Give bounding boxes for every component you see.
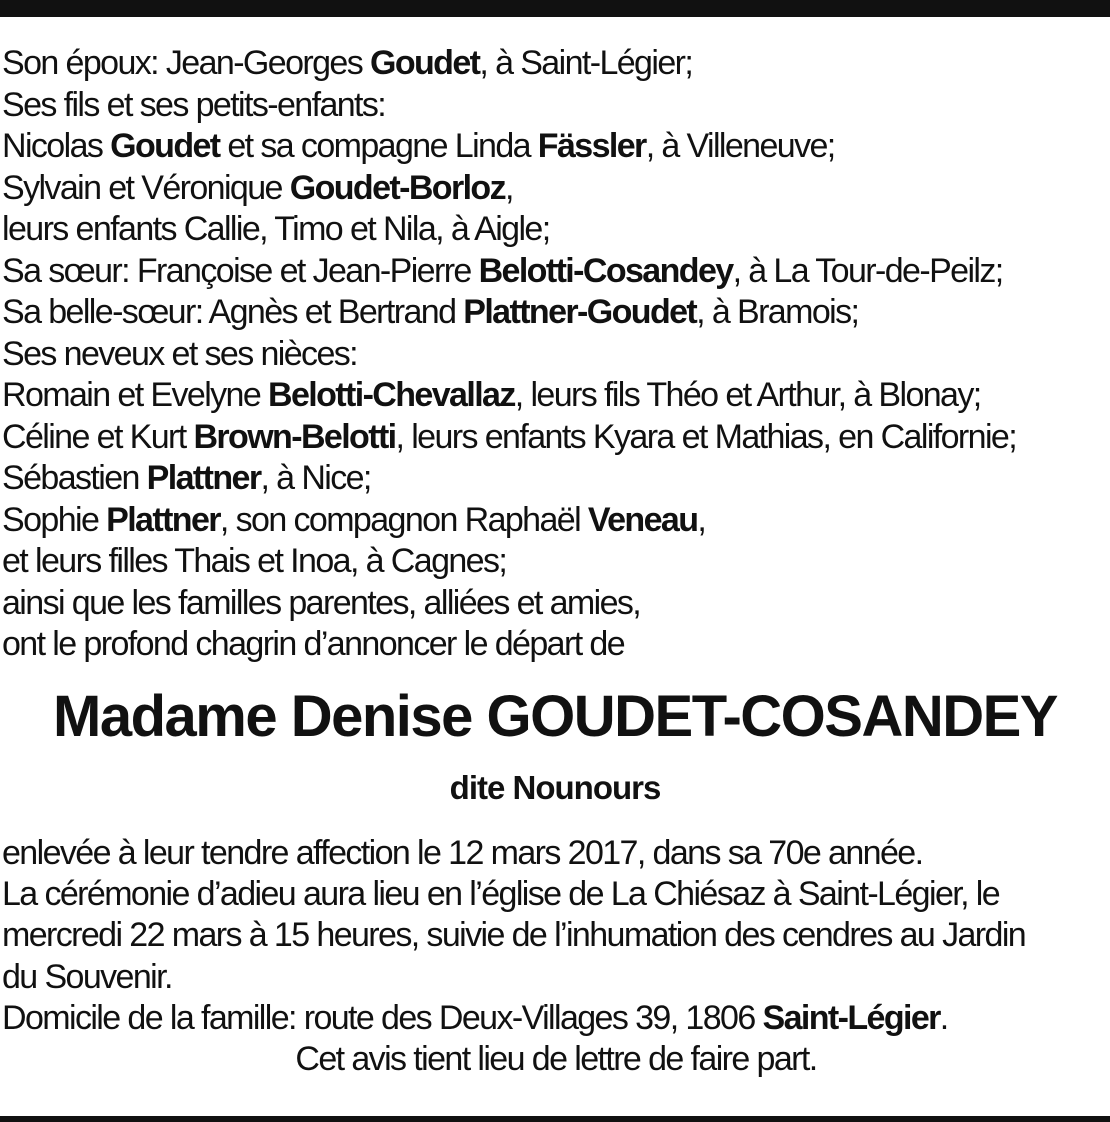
text-segment: Sa sœur: Françoise et Jean-Pierre — [2, 251, 479, 290]
text-segment: enlevée à leur tendre affection le 12 mars 2017, dans sa 70e année. — [2, 834, 923, 872]
text-segment: Sylvain et Véronique — [2, 168, 290, 207]
text-segment: , — [505, 168, 513, 207]
text-segment: , leurs fils Théo et Arthur, à Blonay; — [514, 376, 981, 414]
top-rule — [0, 0, 1110, 17]
nickname: dite Nounours — [449, 769, 661, 806]
family-line — [2, 334, 1110, 376]
surname: Belotti-Chevallaz — [268, 376, 515, 414]
text-segment: , à Villeneuve; — [645, 127, 835, 165]
detail-line — [2, 874, 1110, 915]
surname: Plattner — [146, 459, 261, 497]
surname: Saint-Légier — [762, 998, 940, 1037]
text-segment: et leurs filles Thais et Inoa, à Cagnes; — [2, 542, 507, 580]
surname: Belotti-Cosandey — [478, 251, 733, 290]
family-line — [2, 209, 1110, 251]
text-segment: Sa belle-sœur: Agnès et Bertrand — [2, 293, 464, 331]
announcement-details — [2, 833, 1110, 1080]
text-segment: Domicile de la famille: route des Deux-Villages 39, 1806 — [2, 998, 763, 1037]
text-segment: , son compagnon Raphaël — [219, 500, 588, 539]
text-segment: Nicolas — [2, 127, 111, 165]
text-segment: . — [939, 998, 948, 1037]
text-segment: Sophie — [2, 500, 107, 539]
text-segment: , leurs enfants Kyara et Mathias, en Californie; — [395, 417, 1017, 456]
text-segment: Sébastien — [2, 459, 147, 497]
family-line — [2, 43, 1110, 85]
text-segment: Ses neveux et ses nièces: — [2, 334, 358, 373]
surname: Plattner — [106, 500, 220, 539]
family-line — [2, 168, 1110, 210]
detail-line — [2, 957, 1110, 998]
detail-line — [2, 833, 1110, 874]
surname: Goudet-Borloz — [289, 168, 505, 207]
family-line — [2, 624, 1110, 666]
family-line — [2, 292, 1110, 334]
surname: Goudet — [110, 127, 220, 165]
family-line — [2, 85, 1110, 127]
family-line — [2, 251, 1110, 293]
text-segment: leurs enfants Callie, Timo et Nila, à Aigle; — [2, 210, 550, 248]
text-segment: Son époux: Jean-Georges — [2, 44, 370, 82]
text-segment: , — [697, 500, 706, 539]
detail-line — [2, 998, 1110, 1039]
family-line — [2, 417, 1110, 459]
text-segment: ont le profond chagrin d’annoncer le départ de — [2, 625, 625, 663]
family-line — [2, 541, 1110, 583]
surname: Veneau — [587, 500, 698, 539]
closing-line: Cet avis tient lieu de lettre de faire part. — [295, 1039, 817, 1078]
family-line — [2, 458, 1110, 500]
text-segment: , à La Tour-de-Peilz; — [732, 251, 1003, 290]
surname: Brown-Belotti — [193, 417, 396, 456]
text-segment: Céline et Kurt — [2, 417, 194, 456]
text-segment: et sa compagne Linda — [219, 127, 538, 165]
text-segment: Ses fils et ses petits-enfants: — [2, 85, 386, 124]
text-segment: , à Saint-Légier; — [479, 44, 693, 82]
text-segment: , à Bramois; — [696, 293, 859, 331]
text-segment: mercredi 22 mars à 15 heures, suivie de l’inhumation des cendres au Jardin — [2, 916, 1026, 955]
text-segment: ainsi que les familles parentes, alliées et amies, — [2, 583, 641, 622]
bottom-rule — [0, 1116, 1110, 1122]
surname: Goudet — [369, 44, 480, 82]
text-segment: La cérémonie d’adieu aura lieu en l’église de La Chiésaz à Saint-Légier, le — [2, 875, 1000, 914]
family-line — [2, 126, 1110, 168]
text-segment: Romain et Evelyne — [2, 376, 269, 414]
text-segment: du Souvenir. — [2, 957, 172, 996]
deceased-name: Madame Denise GOUDET-COSANDEY — [53, 684, 1057, 749]
family-line — [2, 583, 1110, 625]
surname: Fässler — [537, 127, 646, 165]
text-segment: , à Nice; — [260, 459, 371, 497]
family-line — [2, 500, 1110, 542]
detail-line — [2, 915, 1110, 956]
family-list — [2, 43, 1110, 666]
family-line — [2, 375, 1110, 417]
surname: Plattner-Goudet — [463, 293, 697, 331]
